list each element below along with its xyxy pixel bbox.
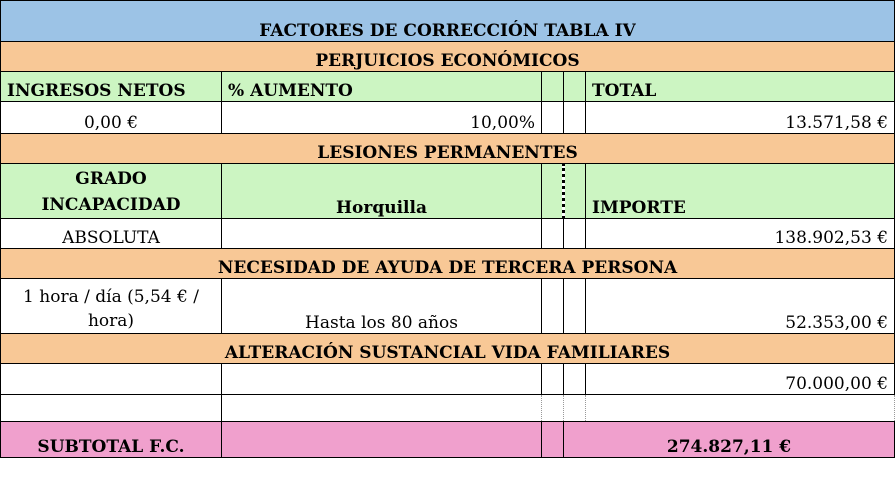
cell-spacer-2[interactable]	[564, 102, 586, 134]
header-aumento: % AUMENTO	[222, 72, 542, 102]
header-grado-incapacidad: GRADO INCAPACIDAD	[1, 164, 222, 219]
cell-spacer-1[interactable]	[542, 102, 564, 134]
cell-ayuda-limite[interactable]: Hasta los 80 años	[222, 279, 542, 334]
section-lesiones	[1, 134, 895, 164]
section-ayuda	[1, 249, 895, 279]
header-spacer-3	[542, 164, 564, 219]
subtotal-value[interactable]: 274.827,11 €	[564, 422, 895, 458]
section-heading-ayuda: NECESIDAD DE AYUDA DE TERCERA PERSONA	[1, 249, 895, 279]
header-total: TOTAL	[586, 72, 895, 102]
section-perjuicios	[1, 42, 895, 72]
ayuda-value-row	[1, 279, 895, 334]
title-row	[1, 1, 895, 42]
lesiones-value-row	[1, 219, 895, 249]
cell-grado[interactable]: ABSOLUTA	[1, 219, 222, 249]
subtotal-row	[1, 422, 895, 458]
section-alteracion	[1, 334, 895, 364]
blank-row	[1, 395, 895, 422]
cell-importe-ayuda[interactable]: 52.353,00 €	[586, 279, 895, 334]
cell-total[interactable]: 13.571,58 €	[586, 102, 895, 134]
subtotal-cell-3[interactable]	[542, 422, 564, 458]
cell-alteracion-1[interactable]	[1, 364, 222, 395]
cell-horquilla[interactable]	[222, 219, 542, 249]
cell-aumento[interactable]: 10,00%	[222, 102, 542, 134]
header-importe: IMPORTE	[586, 164, 895, 219]
header-spacer-1	[542, 72, 564, 102]
header-horquilla: Horquilla	[222, 164, 542, 219]
header-spacer-4	[564, 164, 586, 219]
cell-spacer-7[interactable]	[542, 364, 564, 395]
blank-cell-3[interactable]	[542, 395, 564, 422]
cell-ayuda-tiempo[interactable]: 1 hora / día (5,54 € / hora)	[1, 279, 222, 334]
alteracion-value-row	[1, 364, 895, 395]
header-spacer-2	[564, 72, 586, 102]
blank-cell-1[interactable]	[1, 395, 222, 422]
section-heading-perjuicios: PERJUICIOS ECONÓMICOS	[1, 42, 895, 72]
perjuicios-value-row	[1, 102, 895, 134]
table-title: FACTORES DE CORRECCIÓN TABLA IV	[1, 1, 895, 42]
cell-importe-alteracion[interactable]: 70.000,00 €	[586, 364, 895, 395]
cell-spacer-5[interactable]	[542, 279, 564, 334]
cell-alteracion-2[interactable]	[222, 364, 542, 395]
perjuicios-header-row	[1, 72, 895, 102]
cell-importe-lesiones[interactable]: 138.902,53 €	[586, 219, 895, 249]
cell-spacer-3[interactable]	[542, 219, 564, 249]
subtotal-label: SUBTOTAL F.C.	[1, 422, 222, 458]
section-heading-alteracion: ALTERACIÓN SUSTANCIAL VIDA FAMILIARES	[1, 334, 895, 364]
cell-spacer-4[interactable]	[564, 219, 586, 249]
blank-cell-5[interactable]	[586, 395, 895, 422]
section-heading-lesiones: LESIONES PERMANENTES	[1, 134, 895, 164]
subtotal-cell-2[interactable]	[222, 422, 542, 458]
cell-ingresos-netos[interactable]: 0,00 €	[1, 102, 222, 134]
blank-cell-2[interactable]	[222, 395, 542, 422]
lesiones-header-row	[1, 164, 895, 219]
blank-cell-4[interactable]	[564, 395, 586, 422]
cell-spacer-8[interactable]	[564, 364, 586, 395]
header-ingresos-netos: INGRESOS NETOS	[1, 72, 222, 102]
cell-spacer-6[interactable]	[564, 279, 586, 334]
